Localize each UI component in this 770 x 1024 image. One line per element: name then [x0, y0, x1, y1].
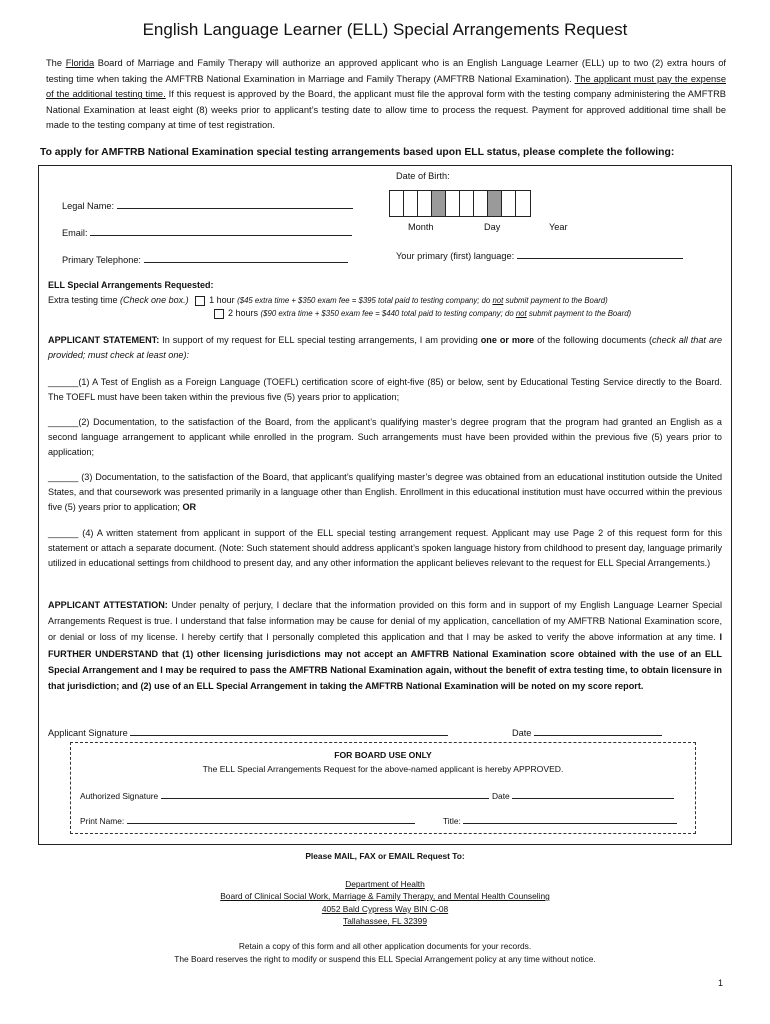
board-use-heading: FOR BOARD USE ONLY	[334, 750, 432, 760]
email-field[interactable]: Email:	[62, 226, 352, 238]
document-option-2[interactable]: ______(2) Documentation, to the satisfaction of the Board, from the applicant’s qualifying master’s degree program that the program had granted an English as a second language arrangement to applicant while enrolled in the program. Such arrangements must have been provided within the previous five (5) years prior to application;	[48, 417, 722, 458]
dob-day-label: Day	[484, 222, 501, 232]
two-hours-checkbox[interactable]	[214, 309, 224, 319]
one-hour-checkbox[interactable]	[195, 296, 205, 306]
ell-heading: ELL Special Arrangements Requested:	[48, 280, 214, 290]
intro-paragraph: The Florida Board of Marriage and Family Therapy will authorize an approved applicant who is an English Language Learner (ELL) up to two (2) extra hours of testing time when taking the AMFTRB National Examination in Marriage and Family Therapy (AMFTRB National Examination). The applicant must pay the expense of the additional testing time. If this request is approved by the Board, the applicant must file the approval form with the testing company administering the AMFTRB National Examination at least eight (8) weeks prior to applicant’s testing date to allow time to process the request. Payment for approved additional time shall be made to the testing company at time of test registration.	[46, 58, 726, 131]
reserve-notice: The Board reserves the right to modify or suspend this ELL Special Arrangement policy at any time without notice.	[174, 954, 596, 964]
dob-day-digit-2[interactable]	[460, 191, 474, 216]
phone-field[interactable]: Primary Telephone:	[62, 253, 348, 265]
applicant-statement: APPLICANT STATEMENT: In support of my request for ELL special testing arrangements, I am providing one or more of the following documents (check all that are provided; must check at least one):	[48, 335, 723, 361]
dob-month-digit-1[interactable]	[390, 191, 404, 216]
document-option-1[interactable]: ______(1) A Test of English as a Foreign Language (TOEFL) certification score of eight-five (85) or below, sent by Educational Testing Service directly to the Board. The TOEFL must have been taken within the previous five (5) years prior to application;	[48, 377, 722, 403]
applicant-date-field[interactable]: Date	[512, 726, 662, 738]
board-name: Board of Clinical Social Work, Marriage & Family Therapy, and Mental Health Counseling	[220, 891, 550, 901]
dob-year-digit-2[interactable]	[516, 191, 530, 216]
dob-day-digit-3[interactable]	[474, 191, 488, 216]
dob-year-label: Year	[549, 222, 568, 232]
title-field[interactable]: Title:	[443, 814, 677, 826]
applicant-signature-field[interactable]: Applicant Signature	[48, 726, 448, 738]
page-number: 1	[718, 978, 724, 988]
mail-address: 4052 Bald Cypress Way BIN C-08	[321, 904, 449, 914]
payment-notice: The applicant must pay the expense of the additional testing time.	[46, 73, 726, 100]
document-option-3[interactable]: ______ (3) Documentation, to the satisfaction of the Board, that applicant’s qualifying master’s degree was obtained from an educational institution outside the United States, and that coursework was presented primarily in a language other than English. Enrollment in this educational institution must have occurred within the previous five (5) years prior to application; OR	[48, 472, 722, 513]
dob-separator	[432, 191, 446, 216]
instruction-heading: To apply for AMFTRB National Examination special testing arrangements based upon ELL status, please complete the following:	[40, 147, 675, 158]
option-2-hours: 2 hours ($90 extra time + $350 exam fee = $440 total paid to testing company; do not submit payment to the Board)	[214, 306, 631, 321]
dob-month-digit-2[interactable]	[404, 191, 418, 216]
mail-city: Tallahassee, FL 32399	[343, 916, 427, 926]
authorized-signature-field[interactable]: Authorized Signature	[80, 789, 489, 801]
state-name: Florida	[65, 58, 95, 68]
mail-heading: Please MAIL, FAX or EMAIL Request To:	[305, 851, 465, 861]
retain-notice: Retain a copy of this form and all other application documents for your records.	[238, 941, 532, 951]
page-title: English Language Learner (ELL) Special Arrangements Request	[142, 20, 628, 39]
dob-boxes[interactable]	[389, 190, 531, 217]
dob-month-digit-3[interactable]	[418, 191, 432, 216]
dob-day-digit-1[interactable]	[446, 191, 460, 216]
dob-month-label: Month	[408, 222, 434, 232]
language-field[interactable]: Your primary (first) language:	[396, 249, 683, 261]
dob-year-digit-1[interactable]	[502, 191, 516, 216]
board-approved-text: The ELL Special Arrangements Request for the above-named applicant is hereby APPROVED.	[202, 764, 564, 774]
applicant-attestation: APPLICANT ATTESTATION: Under penalty of perjury, I declare that the information provided on this form and in support of my English Language Learner Special Arrangements Request is true. I understand that false information may be cause for denial of my application, cancellation of my AMFTRB National Examination score, or denial or loss of my license. I hereby certify that I personally completed this application and that I may be asked to verify the above information at any time. I FURTHER UNDERSTAND that (1) other licensing jurisdictions may not accept an AMFTRB National Examination score obtained with the use of an ELL Special Arrangement and I may be required to pass the AMFTRB National Examination again, without the benefit of extra testing time, to obtain licensure in that jurisdiction; and (2) use of an ELL Special Arrangement in taking the AMFTRB National Examination will be noted on my score report.	[48, 600, 722, 692]
dob-label: Date of Birth:	[396, 171, 450, 181]
legal-name-field[interactable]: Legal Name:	[62, 199, 353, 211]
option-1-hour: Extra testing time (Check one box.) 1 hour ($45 extra time + $350 exam fee = $395 total paid to testing company; do not submit payment to the Board)	[48, 295, 608, 305]
dob-separator	[488, 191, 502, 216]
document-option-4[interactable]: ______ (4) A written statement from applicant in support of the ELL special testing arrangement request. Applicant may use Page 2 of this request form for this statement or attach a separate document. (Note: Such statement should address applicant’s spoken language history from childhood to present day, language primarily utilized in educational settings from childhood to present day, and any other information the applicant believes relevant to the request for ELL Special Arrangements.)	[48, 528, 722, 569]
board-date-field[interactable]: Date	[492, 789, 674, 801]
department-name: Department of Health	[345, 879, 425, 889]
print-name-field[interactable]: Print Name:	[80, 814, 415, 826]
